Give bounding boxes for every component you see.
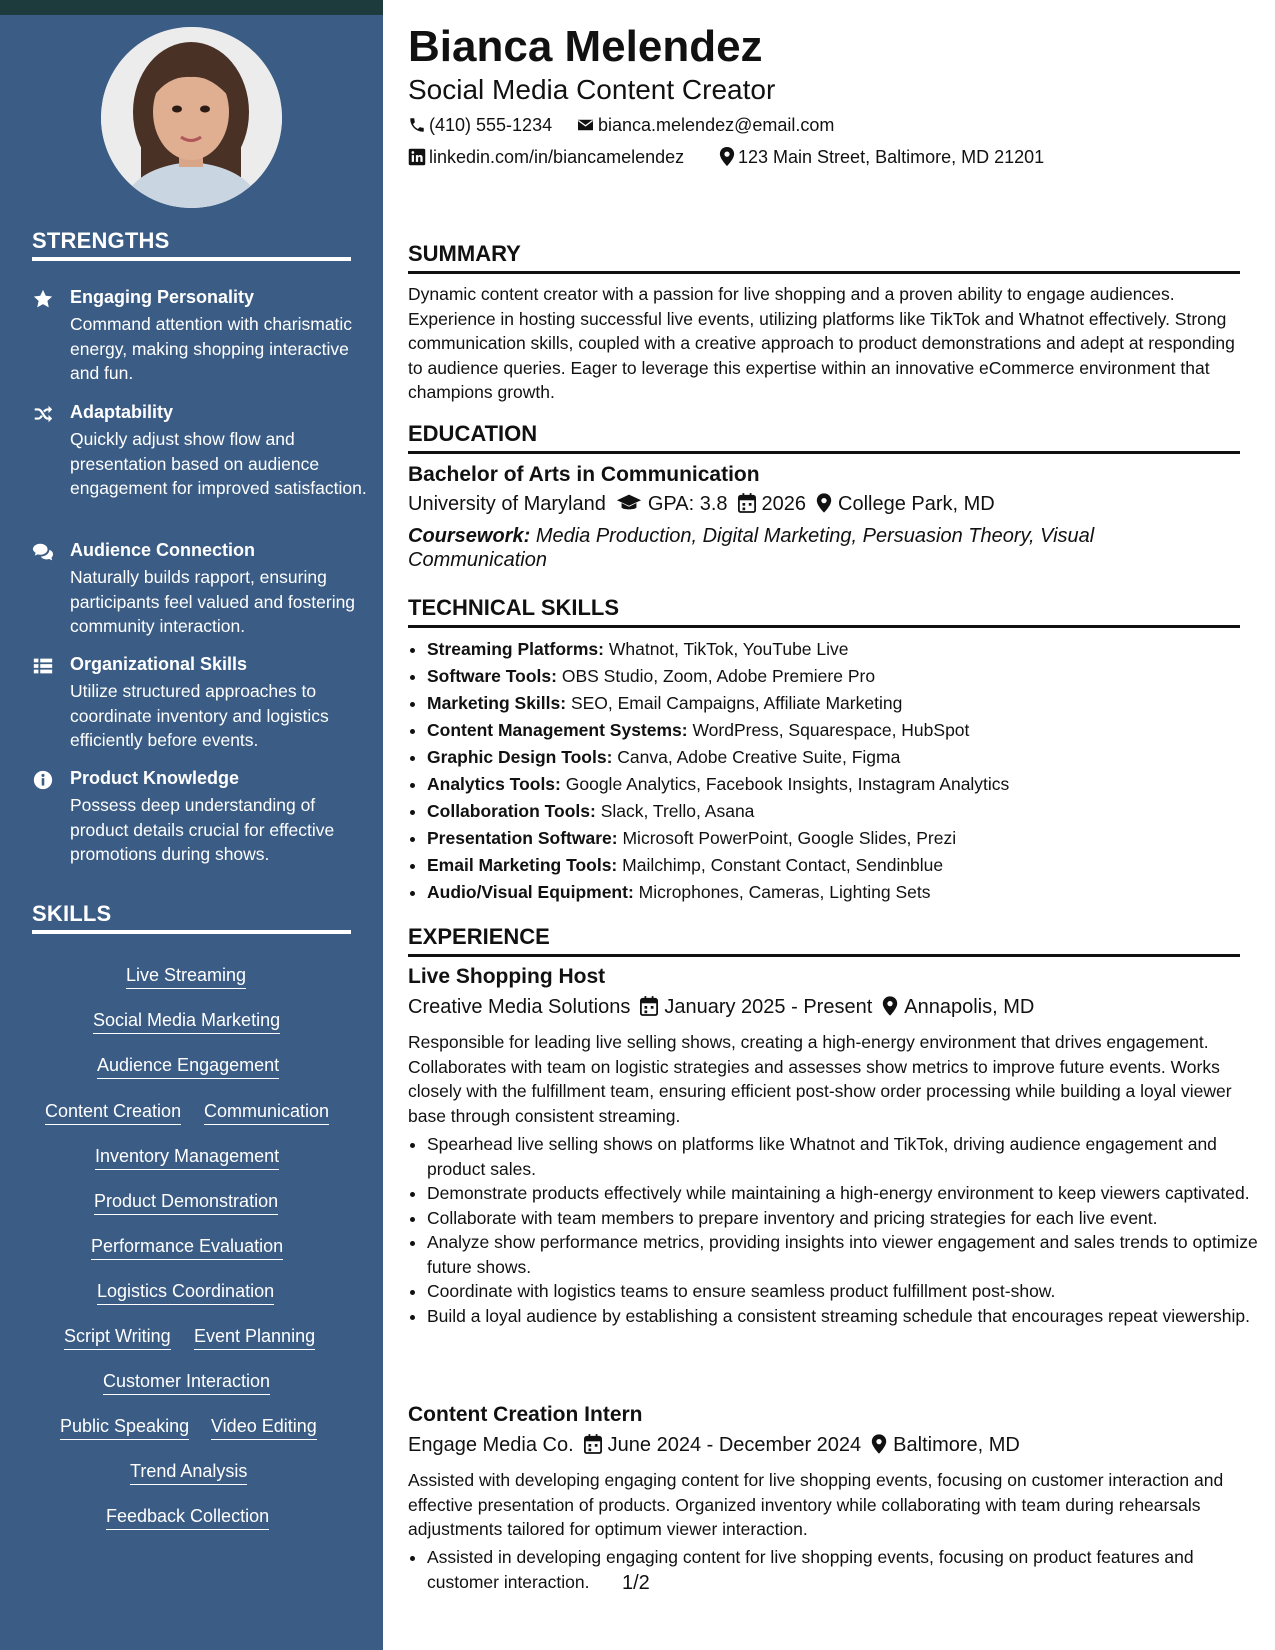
shuffle-icon [32, 403, 54, 425]
strength-description: Naturally builds rapport, ensuring participants feel valued and fostering community interaction. [70, 567, 356, 636]
skill-values: OBS Studio, Zoom, Adobe Premiere Pro [561, 666, 876, 686]
list-item: • Assisted in developing engaging content for live shopping events, focusing on product features and customer interaction. [427, 1545, 1259, 1594]
job-meta [408, 1434, 1020, 1457]
skill-category: Audio/Visual Equipment: [427, 882, 634, 902]
skill-tag: Audience Engagement [97, 1055, 279, 1079]
skill-category: Streaming Platforms: [427, 639, 604, 659]
skill-category: Software Tools: [427, 666, 557, 686]
skill-tag: Customer Interaction [103, 1371, 270, 1395]
location-pin-icon [882, 996, 898, 1016]
phone-icon [408, 116, 426, 134]
calendar-icon [738, 493, 756, 513]
skill-values: Canva, Adobe Creative Suite, Figma [617, 747, 901, 767]
coursework-list: Media Production, Digital Marketing, Persuasion Theory, Visual Communication [408, 525, 1095, 571]
list-item: • Coordinate with logistics teams to ensure seamless product fulfillment post-show. [427, 1279, 1259, 1304]
job-dates: June 2024 - December 2024 [607, 1434, 862, 1456]
school-name: University of Maryland [408, 493, 606, 515]
list-item [427, 798, 1259, 825]
skill-tag: Inventory Management [95, 1146, 279, 1170]
skill-tag: Script Writing [64, 1326, 171, 1350]
education-heading: EDUCATION [408, 421, 1240, 454]
skill-tag: Live Streaming [126, 965, 246, 989]
location-pin-icon [816, 493, 832, 513]
job-bullets [408, 1545, 1259, 1594]
strength-title: Engaging Personality [70, 287, 255, 307]
job-location: Baltimore, MD [893, 1434, 1020, 1456]
coursework-label: Coursework: [408, 525, 531, 547]
skill-values: Microphones, Cameras, Lighting Sets [638, 882, 931, 902]
skill-tag: Content Creation [45, 1101, 181, 1125]
list-icon [32, 655, 54, 677]
contact-phone [408, 115, 552, 136]
skill-tag: Video Editing [211, 1416, 317, 1440]
strength-description: Command attention with charismatic energy, making shopping interactive and fun. [70, 314, 353, 383]
strength-title: Adaptability [70, 402, 174, 422]
contact-email[interactable] [576, 115, 834, 136]
strength-description: Possess deep understanding of product details crucial for effective promotions during shows. [70, 795, 335, 864]
skill-category: Collaboration Tools: [427, 801, 596, 821]
strength-title: Organizational Skills [70, 654, 248, 674]
summary-heading: SUMMARY [408, 241, 1240, 274]
skill-category: Graphic Design Tools: [427, 747, 613, 767]
skill-tag: Event Planning [194, 1326, 315, 1350]
strength-description: Quickly adjust show flow and presentation based on audience engagement for improved satisfaction. [70, 429, 367, 498]
skill-values: Google Analytics, Facebook Insights, Instagram Analytics [565, 774, 1010, 794]
summary-text: Dynamic content creator with a passion for live shopping and a proven ability to engage audiences. Experience in hosting successful live events, utilizing platforms like TikTok and Whatnot effectively. Strong communication skills, coupled with a creative approach to product demonstrations and adept at responding to audience queries. Eager to leverage this expertise within an innovative eCommerce environment that champions growth. [408, 284, 1235, 402]
skill-category: Marketing Skills: [427, 693, 567, 713]
skill-tag: Product Demonstration [94, 1191, 278, 1215]
job-location: Annapolis, MD [904, 996, 1035, 1018]
skill-tag: Feedback Collection [106, 1506, 269, 1530]
coursework [408, 524, 1108, 572]
skill-values: WordPress, Squarespace, HubSpot [692, 720, 970, 740]
candidate-name: Bianca Melendez [408, 22, 763, 71]
skill-values: Slack, Trello, Asana [600, 801, 755, 821]
experience-heading: EXPERIENCE [408, 924, 1240, 957]
degree-title: Bachelor of Arts in Communication [408, 463, 760, 486]
list-item: • Analyze show performance metrics, providing insights into viewer engagement and sales trends to optimize future shows. [427, 1230, 1259, 1279]
list-item [427, 636, 1259, 663]
info-icon [32, 769, 54, 791]
list-item [427, 663, 1259, 690]
job-meta [408, 996, 1034, 1019]
calendar-icon [584, 1434, 602, 1454]
list-item [427, 852, 1259, 879]
list-item: • Collaborate with team members to prepare inventory and pricing strategies for each live event. [427, 1206, 1259, 1231]
contact-linkedin[interactable] [408, 147, 684, 168]
list-item: • Spearhead live selling shows on platforms like Whatnot and TikTok, driving audience engagement and product sales. [427, 1132, 1259, 1181]
skill-tag: Logistics Coordination [97, 1281, 274, 1305]
skill-category: Presentation Software: [427, 828, 618, 848]
skill-values: Microsoft PowerPoint, Google Slides, Prezi [622, 828, 957, 848]
location-pin-icon [719, 147, 735, 166]
skill-category: Email Marketing Tools: [427, 855, 618, 875]
list-item [427, 744, 1259, 771]
candidate-title: Social Media Content Creator [408, 74, 776, 105]
linkedin-text[interactable]: linkedin.com/in/biancamelendez [429, 147, 685, 167]
list-item [427, 879, 1259, 906]
technical-skills-list [408, 636, 1259, 906]
contact-address [719, 147, 1044, 168]
job-description: Assisted with developing engaging content for live shopping events, focusing on customer interaction and effective presentation of products. Organized inventory while collaborating with team during rehearsals adjustments tailored for optimum viewer interaction. [408, 1470, 1224, 1539]
address-text: 123 Main Street, Baltimore, MD 21201 [738, 147, 1045, 167]
skill-category: Content Management Systems: [427, 720, 688, 740]
location-pin-icon [871, 1434, 887, 1454]
envelope-icon [576, 116, 595, 134]
star-icon [32, 288, 54, 310]
list-item: • Demonstrate products effectively while maintaining a high-energy environment to keep viewers captivated. [427, 1181, 1259, 1206]
linkedin-icon [408, 148, 426, 166]
strength-description: Utilize structured approaches to coordinate inventory and logistics efficiently before events. [70, 681, 329, 750]
list-item [427, 690, 1259, 717]
chat-icon [32, 541, 54, 563]
job-title: Live Shopping Host [408, 965, 606, 988]
job-title: Content Creation Intern [408, 1403, 643, 1426]
job-bullets [408, 1132, 1259, 1328]
graduation-cap-icon [616, 493, 642, 513]
list-item: • Build a loyal audience by establishing a consistent streaming schedule that encourages repeat viewership. [427, 1304, 1259, 1329]
job-description: Responsible for leading live selling shows, creating a high-energy environment that drives engagement. Collaborates with team on logistic strategies and assesses show metrics to improve future events. Works closely with the fulfillment team, ensuring efficient post-show order processing while building a loyal viewer base through consistent streaming. [408, 1032, 1232, 1126]
list-item [427, 771, 1259, 798]
skill-tag: Communication [204, 1101, 329, 1125]
list-item [427, 717, 1259, 744]
skill-tag: Performance Evaluation [91, 1236, 283, 1260]
sidebar-top-bar [0, 0, 383, 15]
page-number: 1/2 [622, 1572, 650, 1594]
technical-skills-heading: TECHNICAL SKILLS [408, 595, 1240, 628]
company-name: Creative Media Solutions [408, 996, 631, 1018]
email-text[interactable]: bianca.melendez@email.com [598, 115, 835, 135]
skill-category: Analytics Tools: [427, 774, 561, 794]
school-location: College Park, MD [838, 493, 995, 515]
strengths-heading: STRENGTHS [32, 228, 351, 261]
phone-text: (410) 555-1234 [429, 115, 553, 135]
company-name: Engage Media Co. [408, 1434, 574, 1456]
job-dates: January 2025 - Present [664, 996, 873, 1018]
strength-title: Audience Connection [70, 540, 256, 560]
profile-photo [101, 27, 282, 208]
calendar-icon [640, 996, 658, 1016]
list-item [427, 825, 1259, 852]
skills-heading: SKILLS [32, 901, 351, 934]
graduation-year: 2026 [761, 493, 807, 515]
skill-tag: Social Media Marketing [93, 1010, 280, 1034]
sidebar [0, 0, 383, 1650]
education-meta [408, 493, 995, 516]
skill-values: SEO, Email Campaigns, Affiliate Marketing [570, 693, 903, 713]
skill-tag: Trend Analysis [130, 1461, 247, 1485]
skill-values: Mailchimp, Constant Contact, Sendinblue [622, 855, 944, 875]
skill-tag: Public Speaking [60, 1416, 189, 1440]
strength-title: Product Knowledge [70, 768, 240, 788]
gpa-text: GPA: 3.8 [647, 493, 728, 515]
skill-values: Whatnot, TikTok, YouTube Live [608, 639, 849, 659]
